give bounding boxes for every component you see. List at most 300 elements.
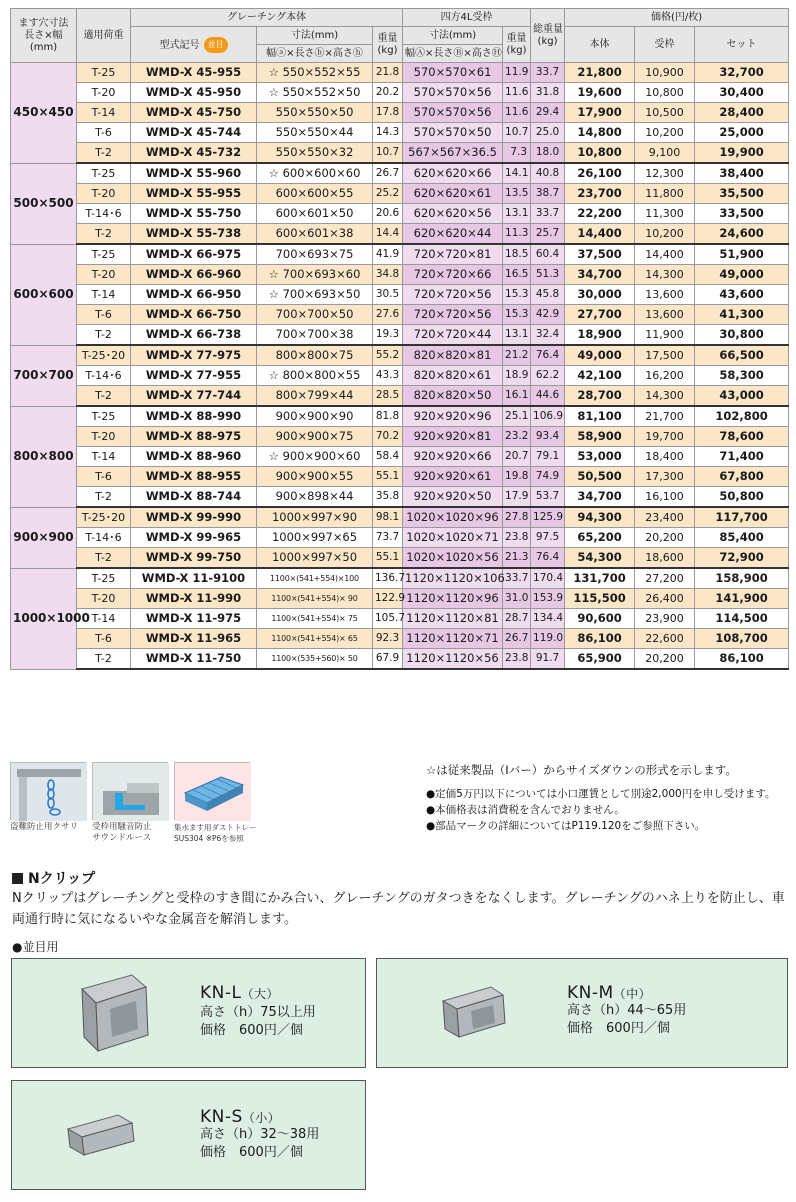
frame-weight-cell: 11.3 xyxy=(503,224,531,245)
price-set-cell: 43,600 xyxy=(695,285,789,305)
weight-cell: 81.8 xyxy=(373,406,403,427)
table-row xyxy=(11,184,789,204)
price-body-cell: 58,900 xyxy=(565,427,635,447)
frame-dim-cell: 1020×1020×56 xyxy=(403,548,503,569)
model-cell: WMD-X 55-738 xyxy=(131,224,257,245)
frame-dim-sub-header: 幅Ⓐ×長さⒷ×高さⒽ xyxy=(403,45,503,63)
price-frame-header: 受枠 xyxy=(635,27,695,63)
chain-icon xyxy=(11,763,87,821)
price-frame-cell: 14,400 xyxy=(635,244,695,265)
dim-cell: 900×900×90 xyxy=(257,406,373,427)
weight-cell: 136.7 xyxy=(373,568,403,589)
load-cell: T-14 xyxy=(77,285,131,305)
table-row xyxy=(11,163,789,184)
dim-cell: 550×550×50 xyxy=(257,103,373,123)
price-frame-cell: 10,800 xyxy=(635,83,695,103)
table-row xyxy=(11,406,789,427)
dim-cell: ☆ 600×600×60 xyxy=(257,163,373,184)
model-cell: WMD-X 66-750 xyxy=(131,305,257,325)
frame-dim-cell: 620×620×66 xyxy=(403,163,503,184)
frame-dim-cell: 570×570×56 xyxy=(403,83,503,103)
price-body-cell: 90,600 xyxy=(565,609,635,629)
dim-cell: 1000×997×90 xyxy=(257,507,373,528)
price-set-cell: 24,600 xyxy=(695,224,789,245)
frame-weight-cell: 28.7 xyxy=(503,609,531,629)
weight-cell: 27.6 xyxy=(373,305,403,325)
frame-dim-cell: 570×570×61 xyxy=(403,63,503,83)
price-set-cell: 66,500 xyxy=(695,345,789,366)
weight-cell: 67.9 xyxy=(373,649,403,670)
price-set-cell: 19,900 xyxy=(695,143,789,164)
frame-weight-cell: 21.3 xyxy=(503,548,531,569)
table-row xyxy=(11,487,789,508)
table-row xyxy=(11,224,789,245)
total-weight-cell: 119.0 xyxy=(531,629,565,649)
model-cell: WMD-X 45-950 xyxy=(131,83,257,103)
total-weight-cell: 42.9 xyxy=(531,305,565,325)
frame-weight-cell: 21.2 xyxy=(503,345,531,366)
frame-weight-cell: 16.5 xyxy=(503,265,531,285)
price-frame-cell: 10,200 xyxy=(635,224,695,245)
table-row xyxy=(11,649,789,670)
table-row xyxy=(11,366,789,386)
price-set-cell: 78,600 xyxy=(695,427,789,447)
load-cell: T-2 xyxy=(77,386,131,407)
total-weight-cell: 31.8 xyxy=(531,83,565,103)
price-body-cell: 26,100 xyxy=(565,163,635,184)
kn-s-clip-image xyxy=(62,1109,152,1169)
weight-cell: 28.5 xyxy=(373,386,403,407)
frame-dim-cell: 720×720×56 xyxy=(403,285,503,305)
total-weight-cell: 62.2 xyxy=(531,366,565,386)
model-cell: WMD-X 88-990 xyxy=(131,406,257,427)
size-cell: 450×450 xyxy=(11,63,77,164)
frame-weight-cell: 25.1 xyxy=(503,406,531,427)
product-card-kn-m[interactable] xyxy=(376,958,788,1068)
load-cell: T-25 xyxy=(77,406,131,427)
weight-cell: 10.7 xyxy=(373,143,403,164)
frame-weight-cell: 20.7 xyxy=(503,447,531,467)
price-frame-cell: 19,700 xyxy=(635,427,695,447)
price-frame-cell: 23,400 xyxy=(635,507,695,528)
size-cell: 900×900 xyxy=(11,507,77,568)
model-cell: WMD-X 99-750 xyxy=(131,548,257,569)
total-weight-cell: 53.7 xyxy=(531,487,565,508)
total-weight-cell: 38.7 xyxy=(531,184,565,204)
weight-cell: 98.1 xyxy=(373,507,403,528)
weight-cell: 92.3 xyxy=(373,629,403,649)
frame-weight-cell: 18.9 xyxy=(503,366,531,386)
table-row xyxy=(11,83,789,103)
notes xyxy=(426,762,775,834)
table-row xyxy=(11,548,789,569)
kn-s-name: KN-S（小） xyxy=(200,1107,281,1127)
price-frame-cell: 27,200 xyxy=(635,568,695,589)
load-cell: T-2 xyxy=(77,224,131,245)
price-set-cell: 30,800 xyxy=(695,325,789,346)
frame-dim-cell: 820×820×61 xyxy=(403,366,503,386)
frame-weight-cell: 23.2 xyxy=(503,427,531,447)
price-body-header: 本体 xyxy=(565,27,635,63)
model-cell: WMD-X 88-744 xyxy=(131,487,257,508)
price-body-cell: 28,700 xyxy=(565,386,635,407)
kn-m-price: 価格 600円／個 xyxy=(567,1021,670,1036)
frame-weight-cell: 13.1 xyxy=(503,204,531,224)
price-frame-cell: 9,100 xyxy=(635,143,695,164)
weight-cell: 19.3 xyxy=(373,325,403,346)
load-cell: T-25 xyxy=(77,244,131,265)
total-weight-cell: 170.4 xyxy=(531,568,565,589)
model-cell: WMD-X 77-975 xyxy=(131,345,257,366)
price-body-cell: 65,900 xyxy=(565,649,635,670)
frame-dim-cell: 820×820×81 xyxy=(403,345,503,366)
kn-m-clip-image xyxy=(435,977,525,1047)
table-row xyxy=(11,305,789,325)
load-cell: T-20 xyxy=(77,184,131,204)
price-body-cell: 17,900 xyxy=(565,103,635,123)
price-set-cell: 67,800 xyxy=(695,467,789,487)
dim-cell: ☆ 900×900×60 xyxy=(257,447,373,467)
price-body-cell: 10,800 xyxy=(565,143,635,164)
size-cell: 700×700 xyxy=(11,345,77,406)
price-frame-cell: 10,200 xyxy=(635,123,695,143)
weight-col-header: 重量 (kg) xyxy=(373,27,403,63)
price-body-cell: 65,200 xyxy=(565,528,635,548)
dim-cell: 600×600×55 xyxy=(257,184,373,204)
price-group-header: 価格(円/枚) xyxy=(565,9,789,27)
frame-dim-cell: 920×920×96 xyxy=(403,406,503,427)
price-set-cell: 117,700 xyxy=(695,507,789,528)
table-row xyxy=(11,103,789,123)
kn-l-name: KN-L（大） xyxy=(200,983,279,1003)
table-row xyxy=(11,528,789,548)
price-body-cell: 22,200 xyxy=(565,204,635,224)
total-weight-cell: 106.9 xyxy=(531,406,565,427)
load-cell: T-2 xyxy=(77,143,131,164)
price-body-cell: 94,300 xyxy=(565,507,635,528)
price-frame-cell: 18,400 xyxy=(635,447,695,467)
weight-cell: 30.5 xyxy=(373,285,403,305)
size-col-header: ます穴寸法 長さ×幅 (mm) xyxy=(11,9,77,63)
total-weight-cell: 97.5 xyxy=(531,528,565,548)
dim-cell: 600×601×38 xyxy=(257,224,373,245)
frame-weight-cell: 18.5 xyxy=(503,244,531,265)
load-cell: T-25 xyxy=(77,568,131,589)
total-weight-cell: 91.7 xyxy=(531,649,565,670)
price-set-cell: 41,300 xyxy=(695,305,789,325)
price-body-cell: 86,100 xyxy=(565,629,635,649)
kn-l-price: 価格 600円／個 xyxy=(200,1023,303,1038)
total-weight-cell: 18.0 xyxy=(531,143,565,164)
weight-cell: 55.2 xyxy=(373,345,403,366)
weight-cell: 34.8 xyxy=(373,265,403,285)
model-cell: WMD-X 11-965 xyxy=(131,629,257,649)
model-cell: WMD-X 66-738 xyxy=(131,325,257,346)
price-frame-cell: 10,900 xyxy=(635,63,695,83)
price-frame-cell: 11,900 xyxy=(635,325,695,346)
frame-dim-cell: 1120×1120×56 xyxy=(403,649,503,670)
frame-weight-cell: 7.3 xyxy=(503,143,531,164)
dust-tray-caption: 集水ます用ダストトレー SUS304 ※P6を参照 xyxy=(174,823,257,843)
weight-cell: 105.7 xyxy=(373,609,403,629)
weight-cell: 73.7 xyxy=(373,528,403,548)
dim-cell: ☆ 550×552×55 xyxy=(257,63,373,83)
total-weight-cell: 153.9 xyxy=(531,589,565,609)
frame-dim-cell: 620×620×44 xyxy=(403,224,503,245)
kn-l-clip-image xyxy=(62,969,162,1059)
price-body-cell: 54,300 xyxy=(565,548,635,569)
weight-cell: 55.1 xyxy=(373,548,403,569)
price-set-cell: 50,800 xyxy=(695,487,789,508)
frame-weight-cell: 27.8 xyxy=(503,507,531,528)
load-cell: T-14 xyxy=(77,609,131,629)
dim-cell: 600×601×50 xyxy=(257,204,373,224)
nclip-title: Nクリップ xyxy=(12,868,95,888)
load-cell: T-20 xyxy=(77,83,131,103)
sound-rubber-icon xyxy=(93,763,169,821)
table-row xyxy=(11,63,789,83)
price-set-cell: 72,900 xyxy=(695,548,789,569)
model-cell: WMD-X 88-960 xyxy=(131,447,257,467)
load-cell: T-6 xyxy=(77,629,131,649)
sound-rubber-caption: 受枠用騒音防止 サウンドルース xyxy=(92,822,152,843)
price-set-cell: 51,900 xyxy=(695,244,789,265)
chain-image xyxy=(10,762,86,820)
price-body-cell: 18,900 xyxy=(565,325,635,346)
frame-dim-cell: 570×570×56 xyxy=(403,103,503,123)
total-weight-cell: 79.1 xyxy=(531,447,565,467)
price-set-cell: 102,800 xyxy=(695,406,789,427)
table-row xyxy=(11,345,789,366)
weight-cell: 122.9 xyxy=(373,589,403,609)
weight-cell: 35.8 xyxy=(373,487,403,508)
weight-cell: 20.6 xyxy=(373,204,403,224)
load-cell: T-6 xyxy=(77,305,131,325)
frame-dim-cell: 720×720×66 xyxy=(403,265,503,285)
frame-dim-cell: 1020×1020×71 xyxy=(403,528,503,548)
total-weight-cell: 44.6 xyxy=(531,386,565,407)
price-set-cell: 71,400 xyxy=(695,447,789,467)
dim-sub-header: 幅ⓐ×長さⓑ×高さⓗ xyxy=(257,45,373,63)
price-body-cell: 14,800 xyxy=(565,123,635,143)
table-row xyxy=(11,467,789,487)
price-body-cell: 115,500 xyxy=(565,589,635,609)
total-weight-cell: 33.7 xyxy=(531,204,565,224)
frame-dim-col-header: 寸法(mm) xyxy=(403,27,503,45)
weight-cell: 41.9 xyxy=(373,244,403,265)
price-set-cell: 114,500 xyxy=(695,609,789,629)
model-cell: WMD-X 45-955 xyxy=(131,63,257,83)
dim-cell: ☆ 550×552×50 xyxy=(257,83,373,103)
weight-cell: 26.7 xyxy=(373,163,403,184)
table-row xyxy=(11,427,789,447)
total-weight-cell: 45.8 xyxy=(531,285,565,305)
price-set-cell: 28,400 xyxy=(695,103,789,123)
table-row xyxy=(11,609,789,629)
frame-dim-cell: 920×920×66 xyxy=(403,447,503,467)
kn-s-height: 高さ（h）32～38用 xyxy=(200,1127,320,1142)
price-frame-cell: 17,300 xyxy=(635,467,695,487)
total-col-header: 総重量 (kg) xyxy=(531,9,565,63)
table-row xyxy=(11,143,789,164)
price-body-cell: 53,000 xyxy=(565,447,635,467)
kn-s-price: 価格 600円／個 xyxy=(200,1145,303,1160)
kn-l-height: 高さ（h）75以上用 xyxy=(200,1005,316,1020)
frame-dim-cell: 720×720×44 xyxy=(403,325,503,346)
frame-dim-cell: 920×920×81 xyxy=(403,427,503,447)
price-frame-cell: 13,600 xyxy=(635,285,695,305)
dim-cell: 700×700×38 xyxy=(257,325,373,346)
price-frame-cell: 20,200 xyxy=(635,649,695,670)
frame-weight-cell: 31.0 xyxy=(503,589,531,609)
table-row xyxy=(11,204,789,224)
price-body-cell: 81,100 xyxy=(565,406,635,427)
dim-cell: 800×800×75 xyxy=(257,345,373,366)
dim-cell: ☆ 800×800×55 xyxy=(257,366,373,386)
total-weight-cell: 29.4 xyxy=(531,103,565,123)
price-body-cell: 50,500 xyxy=(565,467,635,487)
dim-cell: 700×693×75 xyxy=(257,244,373,265)
frame-weight-cell: 13.1 xyxy=(503,325,531,346)
weight-cell: 20.2 xyxy=(373,83,403,103)
frame-dim-cell: 620×620×56 xyxy=(403,204,503,224)
table-row xyxy=(11,265,789,285)
table-row xyxy=(11,589,789,609)
frame-weight-cell: 17.9 xyxy=(503,487,531,508)
price-frame-cell: 17,500 xyxy=(635,345,695,366)
table-row xyxy=(11,447,789,467)
price-set-cell: 25,000 xyxy=(695,123,789,143)
load-cell: T-25･20 xyxy=(77,507,131,528)
model-cell: WMD-X 45-750 xyxy=(131,103,257,123)
size-cell: 800×800 xyxy=(11,406,77,507)
kn-m-height: 高さ（h）44～65用 xyxy=(567,1003,687,1018)
price-set-cell: 86,100 xyxy=(695,649,789,670)
total-weight-cell: 76.4 xyxy=(531,345,565,366)
model-cell: WMD-X 88-955 xyxy=(131,467,257,487)
frame-dim-cell: 920×920×61 xyxy=(403,467,503,487)
load-cell: T-2 xyxy=(77,325,131,346)
total-weight-cell: 76.4 xyxy=(531,548,565,569)
price-set-cell: 141,900 xyxy=(695,589,789,609)
load-cell: T-2 xyxy=(77,649,131,670)
frame-weight-cell: 26.7 xyxy=(503,629,531,649)
load-cell: T-6 xyxy=(77,467,131,487)
product-card-kn-s[interactable] xyxy=(11,1080,366,1190)
table-row xyxy=(11,325,789,346)
load-cell: T-20 xyxy=(77,265,131,285)
load-cell: T-2 xyxy=(77,487,131,508)
price-frame-cell: 26,400 xyxy=(635,589,695,609)
grating-group-header: グレーチング本体 xyxy=(131,9,403,27)
dim-cell: 550×550×32 xyxy=(257,143,373,164)
dim-cell: 1000×997×50 xyxy=(257,548,373,569)
load-cell: T-2 xyxy=(77,548,131,569)
total-weight-cell: 51.3 xyxy=(531,265,565,285)
frame-dim-cell: 1120×1120×81 xyxy=(403,609,503,629)
total-weight-cell: 60.4 xyxy=(531,244,565,265)
price-set-cell: 32,700 xyxy=(695,63,789,83)
load-cell: T-25･20 xyxy=(77,345,131,366)
table-row xyxy=(11,568,789,589)
price-set-cell: 38,400 xyxy=(695,163,789,184)
load-cell: T-14 xyxy=(77,447,131,467)
model-cell: WMD-X 99-990 xyxy=(131,507,257,528)
dim-cell: 900×898×44 xyxy=(257,487,373,508)
weight-cell: 43.3 xyxy=(373,366,403,386)
total-weight-cell: 33.7 xyxy=(531,63,565,83)
price-set-cell: 43,000 xyxy=(695,386,789,407)
load-col-header: 適用荷重 xyxy=(77,9,131,63)
model-cell: WMD-X 66-975 xyxy=(131,244,257,265)
weight-cell: 14.3 xyxy=(373,123,403,143)
total-weight-cell: 25.7 xyxy=(531,224,565,245)
total-weight-cell: 32.4 xyxy=(531,325,565,346)
frame-weight-cell: 16.1 xyxy=(503,386,531,407)
table-row xyxy=(11,285,789,305)
frame-dim-cell: 720×720×56 xyxy=(403,305,503,325)
frame-weight-cell: 15.3 xyxy=(503,305,531,325)
price-set-cell: 49,000 xyxy=(695,265,789,285)
frame-weight-cell: 11.9 xyxy=(503,63,531,83)
price-set-cell: 33,500 xyxy=(695,204,789,224)
price-body-cell: 19,600 xyxy=(565,83,635,103)
dim-cell: 1100×(541+554)× 90 xyxy=(257,589,373,609)
model-cell: WMD-X 55-750 xyxy=(131,204,257,224)
frame-dim-cell: 1120×1120×71 xyxy=(403,629,503,649)
price-frame-cell: 23,900 xyxy=(635,609,695,629)
frame-weight-cell: 13.5 xyxy=(503,184,531,204)
sound-rubber-image xyxy=(92,762,168,820)
product-card-kn-l[interactable] xyxy=(11,958,366,1068)
load-cell: T-14･6 xyxy=(77,366,131,386)
dim-cell: 1000×997×65 xyxy=(257,528,373,548)
model-cell: WMD-X 11-990 xyxy=(131,589,257,609)
note-star: ☆は従来製品（Iバー）からサイズダウンの形式を示します。 xyxy=(426,763,737,777)
weight-cell: 14.4 xyxy=(373,224,403,245)
model-cell: WMD-X 77-744 xyxy=(131,386,257,407)
frame-weight-cell: 11.6 xyxy=(503,103,531,123)
dim-cell: 900×900×75 xyxy=(257,427,373,447)
price-body-cell: 14,400 xyxy=(565,224,635,245)
weight-cell: 55.1 xyxy=(373,467,403,487)
frame-dim-cell: 820×820×50 xyxy=(403,386,503,407)
frame-group-header: 四方4L受枠 xyxy=(403,9,531,27)
dim-cell: 1100×(541+554)× 75 xyxy=(257,609,373,629)
dust-tray-image xyxy=(174,762,250,820)
frame-weight-cell: 33.7 xyxy=(503,568,531,589)
weight-cell: 70.2 xyxy=(373,427,403,447)
price-frame-cell: 14,300 xyxy=(635,386,695,407)
price-set-cell: 85,400 xyxy=(695,528,789,548)
price-body-cell: 30,000 xyxy=(565,285,635,305)
size-cell: 600×600 xyxy=(11,244,77,345)
price-frame-cell: 18,600 xyxy=(635,548,695,569)
price-body-cell: 42,100 xyxy=(565,366,635,386)
price-set-cell: 35,500 xyxy=(695,184,789,204)
total-weight-cell: 25.0 xyxy=(531,123,565,143)
frame-dim-cell: 1120×1120×96 xyxy=(403,589,503,609)
size-cell: 500×500 xyxy=(11,163,77,244)
model-cell: WMD-X 99-965 xyxy=(131,528,257,548)
model-cell: WMD-X 45-744 xyxy=(131,123,257,143)
price-frame-cell: 11,800 xyxy=(635,184,695,204)
price-set-header: セット xyxy=(695,27,789,63)
chain-caption: 盗難防止用クサリ xyxy=(10,822,79,832)
load-cell: T-14･6 xyxy=(77,204,131,224)
dim-cell: ☆ 700×693×60 xyxy=(257,265,373,285)
frame-dim-cell: 1020×1020×96 xyxy=(403,507,503,528)
